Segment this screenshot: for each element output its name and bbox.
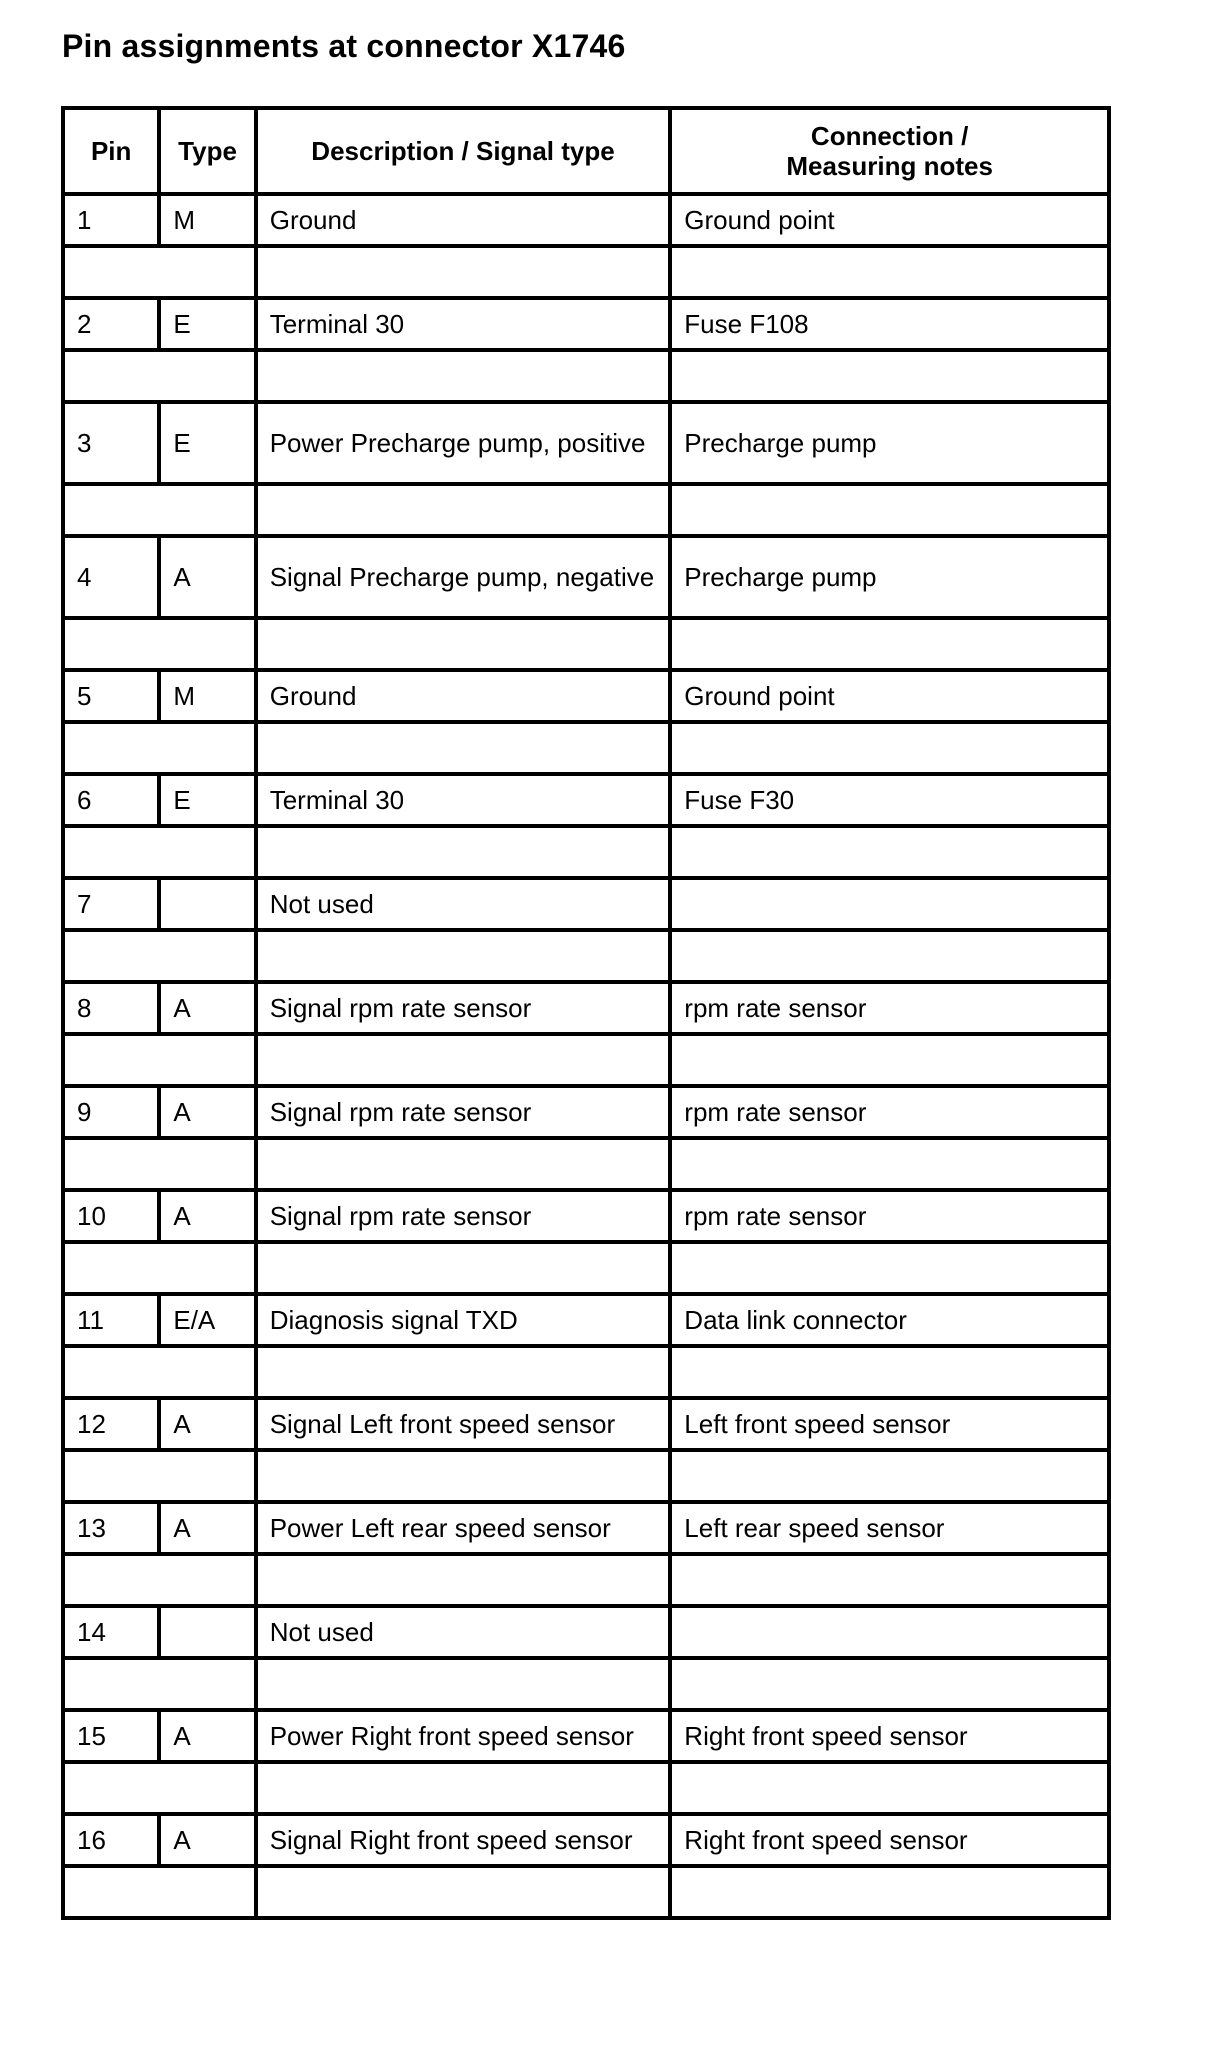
description-cell: Not used <box>256 1606 671 1658</box>
spacer-cell <box>670 246 1109 298</box>
spacer-cell <box>256 1034 671 1086</box>
description-cell: Signal rpm rate sensor <box>256 982 671 1034</box>
spacer-cell <box>256 930 671 982</box>
table-row <box>63 1814 1109 1866</box>
table-row <box>63 982 1109 1034</box>
description-cell: Ground <box>256 670 671 722</box>
description-cell: Signal rpm rate sensor <box>256 1190 671 1242</box>
description-cell: Diagnosis signal TXD <box>256 1294 671 1346</box>
pin-cell: 3 <box>63 402 159 484</box>
spacer-cell <box>63 350 256 402</box>
spacer-cell <box>670 930 1109 982</box>
spacer-row <box>63 1866 1109 1918</box>
spacer-row <box>63 1762 1109 1814</box>
pin-cell: 11 <box>63 1294 159 1346</box>
description-cell: Signal Precharge pump, negative <box>256 536 671 618</box>
page-title: Pin assignments at connector X1746 <box>62 28 626 64</box>
table-row <box>63 1710 1109 1762</box>
spacer-cell <box>670 1242 1109 1294</box>
table-row <box>63 1086 1109 1138</box>
spacer-cell <box>256 350 671 402</box>
table-row <box>63 194 1109 246</box>
table-row <box>63 298 1109 350</box>
connection-cell: Precharge pump <box>670 536 1109 618</box>
pin-cell: 4 <box>63 536 159 618</box>
header-connection <box>670 108 1109 194</box>
spacer-cell <box>63 618 256 670</box>
connection-cell: Ground point <box>670 194 1109 246</box>
spacer-row <box>63 618 1109 670</box>
type-cell: M <box>159 670 255 722</box>
connection-cell: Precharge pump <box>670 402 1109 484</box>
spacer-row <box>63 1658 1109 1710</box>
spacer-cell <box>63 826 256 878</box>
spacer-cell <box>670 826 1109 878</box>
spacer-cell <box>63 722 256 774</box>
pin-cell: 8 <box>63 982 159 1034</box>
spacer-cell <box>670 1866 1109 1918</box>
type-cell: A <box>159 1398 255 1450</box>
pin-cell: 10 <box>63 1190 159 1242</box>
type-cell: A <box>159 1190 255 1242</box>
type-cell: E <box>159 402 255 484</box>
spacer-cell <box>63 246 256 298</box>
description-cell: Terminal 30 <box>256 774 671 826</box>
pin-cell: 12 <box>63 1398 159 1450</box>
spacer-cell <box>256 1762 671 1814</box>
pin-cell: 14 <box>63 1606 159 1658</box>
connection-cell <box>670 878 1109 930</box>
connection-cell: rpm rate sensor <box>670 1086 1109 1138</box>
spacer-cell <box>256 618 671 670</box>
spacer-cell <box>670 1346 1109 1398</box>
connection-cell: Ground point <box>670 670 1109 722</box>
header-pin: Pin <box>63 108 159 194</box>
spacer-cell <box>256 246 671 298</box>
spacer-row <box>63 1450 1109 1502</box>
spacer-row <box>63 1138 1109 1190</box>
header-description: Description / Signal type <box>256 108 671 194</box>
table-row <box>63 1606 1109 1658</box>
connection-cell: rpm rate sensor <box>670 982 1109 1034</box>
spacer-row <box>63 826 1109 878</box>
spacer-cell <box>63 1242 256 1294</box>
connection-cell: Right front speed sensor <box>670 1814 1109 1866</box>
spacer-row <box>63 484 1109 536</box>
type-cell: E <box>159 298 255 350</box>
description-cell: Power Right front speed sensor <box>256 1710 671 1762</box>
pin-cell: 16 <box>63 1814 159 1866</box>
spacer-row <box>63 1346 1109 1398</box>
table-row <box>63 670 1109 722</box>
pin-cell: 13 <box>63 1502 159 1554</box>
spacer-cell <box>670 1762 1109 1814</box>
spacer-cell <box>63 930 256 982</box>
spacer-row <box>63 930 1109 982</box>
spacer-cell <box>63 1658 256 1710</box>
spacer-cell <box>63 1762 256 1814</box>
spacer-cell <box>670 618 1109 670</box>
table-row <box>63 774 1109 826</box>
pin-cell: 1 <box>63 194 159 246</box>
spacer-cell <box>670 1034 1109 1086</box>
type-cell: A <box>159 1710 255 1762</box>
pin-cell: 5 <box>63 670 159 722</box>
pin-cell: 9 <box>63 1086 159 1138</box>
spacer-cell <box>670 1554 1109 1606</box>
spacer-cell <box>63 1346 256 1398</box>
spacer-cell <box>63 484 256 536</box>
spacer-cell <box>63 1138 256 1190</box>
spacer-cell <box>256 1866 671 1918</box>
description-cell: Power Left rear speed sensor <box>256 1502 671 1554</box>
table-row <box>63 1398 1109 1450</box>
spacer-cell <box>256 1450 671 1502</box>
spacer-cell <box>670 1658 1109 1710</box>
type-cell <box>159 1606 255 1658</box>
pin-cell: 6 <box>63 774 159 826</box>
type-cell: A <box>159 536 255 618</box>
spacer-cell <box>63 1554 256 1606</box>
description-cell: Signal Right front speed sensor <box>256 1814 671 1866</box>
connection-cell <box>670 1606 1109 1658</box>
spacer-cell <box>256 722 671 774</box>
table-header-row <box>63 108 1109 194</box>
type-cell: E <box>159 774 255 826</box>
spacer-cell <box>256 1138 671 1190</box>
spacer-cell <box>63 1866 256 1918</box>
pin-cell: 7 <box>63 878 159 930</box>
spacer-cell <box>670 484 1109 536</box>
spacer-row <box>63 350 1109 402</box>
spacer-cell <box>63 1034 256 1086</box>
spacer-row <box>63 1242 1109 1294</box>
spacer-cell <box>670 350 1109 402</box>
type-cell: M <box>159 194 255 246</box>
type-cell <box>159 878 255 930</box>
spacer-row <box>63 722 1109 774</box>
connection-cell: Left rear speed sensor <box>670 1502 1109 1554</box>
connection-cell: Right front speed sensor <box>670 1710 1109 1762</box>
description-cell: Signal Left front speed sensor <box>256 1398 671 1450</box>
spacer-row <box>63 246 1109 298</box>
description-cell: Power Precharge pump, positive <box>256 402 671 484</box>
description-cell: Not used <box>256 878 671 930</box>
spacer-cell <box>256 1554 671 1606</box>
spacer-cell <box>670 1138 1109 1190</box>
connection-cell: Data link connector <box>670 1294 1109 1346</box>
spacer-cell <box>256 1658 671 1710</box>
table-row <box>63 1190 1109 1242</box>
table-row <box>63 536 1109 618</box>
pin-cell: 15 <box>63 1710 159 1762</box>
header-connection-line: Measuring notes <box>786 151 993 181</box>
connection-cell: Fuse F108 <box>670 298 1109 350</box>
table-row <box>63 878 1109 930</box>
type-cell: A <box>159 1814 255 1866</box>
spacer-row <box>63 1554 1109 1606</box>
pin-assignment-table <box>61 106 1111 1920</box>
spacer-cell <box>63 1450 256 1502</box>
spacer-cell <box>256 484 671 536</box>
connection-cell: Fuse F30 <box>670 774 1109 826</box>
description-cell: Ground <box>256 194 671 246</box>
description-cell: Signal rpm rate sensor <box>256 1086 671 1138</box>
connection-cell: rpm rate sensor <box>670 1190 1109 1242</box>
spacer-cell <box>256 1346 671 1398</box>
description-cell: Terminal 30 <box>256 298 671 350</box>
table-row <box>63 1294 1109 1346</box>
spacer-row <box>63 1034 1109 1086</box>
type-cell: E/A <box>159 1294 255 1346</box>
type-cell: A <box>159 982 255 1034</box>
type-cell: A <box>159 1086 255 1138</box>
pin-cell: 2 <box>63 298 159 350</box>
type-cell: A <box>159 1502 255 1554</box>
spacer-cell <box>670 1450 1109 1502</box>
table-row <box>63 402 1109 484</box>
header-connection-line: Connection / <box>810 121 969 151</box>
spacer-cell <box>670 722 1109 774</box>
spacer-cell <box>256 826 671 878</box>
spacer-cell <box>256 1242 671 1294</box>
header-type: Type <box>159 108 255 194</box>
connection-cell: Left front speed sensor <box>670 1398 1109 1450</box>
table-row <box>63 1502 1109 1554</box>
